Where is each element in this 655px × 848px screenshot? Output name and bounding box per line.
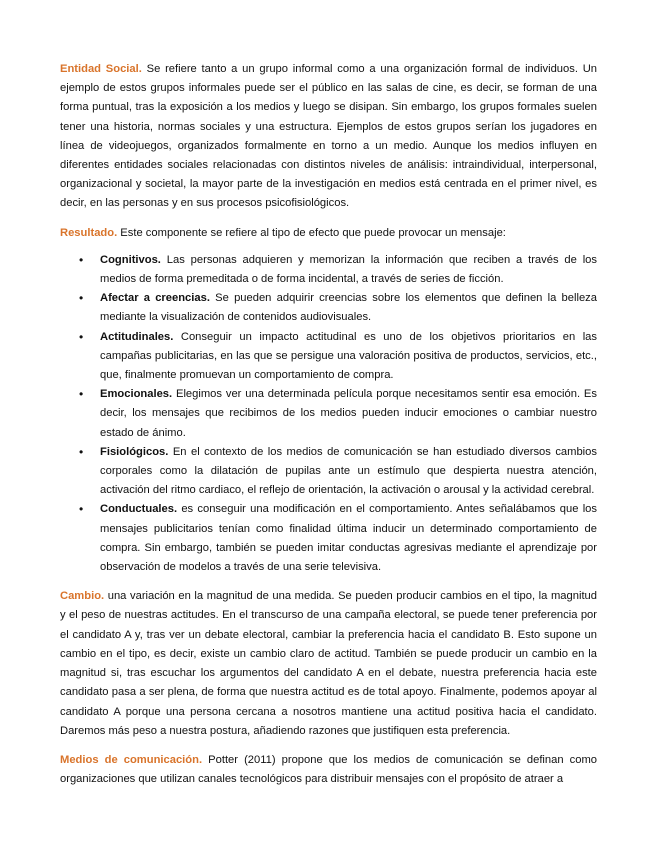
term-cambio: Cambio. [60, 590, 105, 603]
resultado-list [60, 251, 597, 577]
bullet-icon: • [79, 387, 84, 402]
paragraph-resultado [60, 224, 597, 243]
list-item-text: Conseguir un impacto actitudinal es uno de los objetivos prioritarios en las campañas publicitarias, en las que se persigue una valoración positiva de productos, servicios, etc., que, finalmente promuevan un comportamiento de compra. [100, 330, 597, 382]
list-item-text: Las personas adquieren y memorizan la información que reciben a través de los medios de forma premeditada o de forma incidental, a través de series de ficción. [100, 253, 597, 286]
text-medios: Potter (2011) propone que los medios de comunicación se definan como organizaciones que utilizan canales tecnológicos para distribuir mensajes con el propósito de atraer a [60, 753, 598, 786]
list-item [79, 385, 597, 443]
list-item [79, 328, 597, 386]
bullet-icon: • [79, 502, 84, 517]
list-item-text: es conseguir una modificación en el comportamiento. Antes señalábamos que los mensajes publicitarios tenían como finalidad última inducir un determinado comportamiento de compra. Sin embargo, también se pueden imitar conductas agresivas mediante el aprendizaje por observación de modelos a través de una serie televisiva. [100, 503, 597, 574]
list-item-label: Actitudinales. [100, 330, 174, 343]
list-item-label: Fisiológicos. [100, 445, 169, 458]
list-item-text: Elegimos ver una determinada película porque necesitamos sentir esa emoción. Es decir, los mensajes que recibimos de los medios pueden inducir emociones o cambiar nuestro estado de ánimo. [100, 388, 597, 439]
bullet-icon: • [79, 444, 84, 459]
list-item [79, 251, 597, 289]
bullet-icon: • [79, 291, 84, 306]
text-resultado: Este componente se refiere al tipo de efecto que puede provocar un mensaje: [117, 226, 506, 239]
text-entidad-social: Se refiere tanto a un grupo informal como a una organización formal de individuos. Un ejemplo de estos grupos informales puede ser el público en las salas de cine, es decir, se forman de una forma puntual, tras la exposición a los medios y luego se disipan. Sin embargo, los grupos formales suelen tener una historia, normas sociales y una estructura. Ejemplos de estos grupos serían los jugadores en línea de videojuegos, organizados formalmente en torno a un medio. Aunque los medios influyen en diferentes entidades sociales relacionadas con distintos niveles de análisis: intraindividual, interpersonal, organizacional y societal, la mayor parte de la investigación en medios está centrada en el primer nivel, es decir, en las personas y en sus procesos psicofisiológicos. [60, 63, 598, 210]
text-cambio: una variación en la magnitud de una medida. Se pueden producir cambios en el tipo, la magnitud y el peso de nuestras actitudes. En el transcurso de una campaña electoral, se puede tener preferencia por el candidato A y, tras ver un debate electoral, cambiar la preferencia hacia el candidato B. Esto supone un cambio en el tipo, es decir, existe un cambio claro de actitud. También se puede producir un cambio en la magnitud si, tras escuchar los argumentos del candidato A en el debate, nuestra preferencia hacia este candidato pasa a ser plena, de forma que nuestra actitud es de total apoyo. Finalmente, podemos apoyar al candidato A porque una persona cercana a nosotros mantiene una actitud positiva hacia el candidato. Daremos más peso a nuestra postura, añadiendo razones que justifiquen esta preferencia. [60, 590, 597, 737]
list-item-text: Se pueden adquirir creencias sobre los elementos que definen la belleza mediante la visualización de contenidos audiovisuales. [100, 292, 597, 324]
list-item [79, 443, 597, 501]
list-item-label: Afectar a creencias. [100, 292, 210, 305]
bullet-icon: • [79, 329, 84, 344]
list-item-label: Cognitivos. [100, 253, 161, 266]
bullet-icon: • [79, 252, 84, 267]
term-entidad-social: Entidad Social. [60, 63, 142, 75]
paragraph-cambio [60, 587, 597, 741]
term-resultado: Resultado. [60, 226, 118, 239]
list-item [79, 500, 597, 577]
paragraph-entidad-social [60, 60, 597, 214]
list-item-text: En el contexto de los medios de comunicación se han estudiado diversos cambios corporales como la dilatación de pupilas ante un estímulo que despierta nuestra atención, activación del ritmo cardiaco, el reflejo de orientación, la activación o arousal y la actividad cerebral. [100, 445, 597, 497]
term-medios: Medios de comunicación. [60, 753, 203, 766]
list-item-label: Emocionales. [100, 388, 173, 401]
list-item [79, 289, 597, 327]
list-item-label: Conductuales. [100, 503, 178, 516]
paragraph-medios [60, 751, 597, 789]
